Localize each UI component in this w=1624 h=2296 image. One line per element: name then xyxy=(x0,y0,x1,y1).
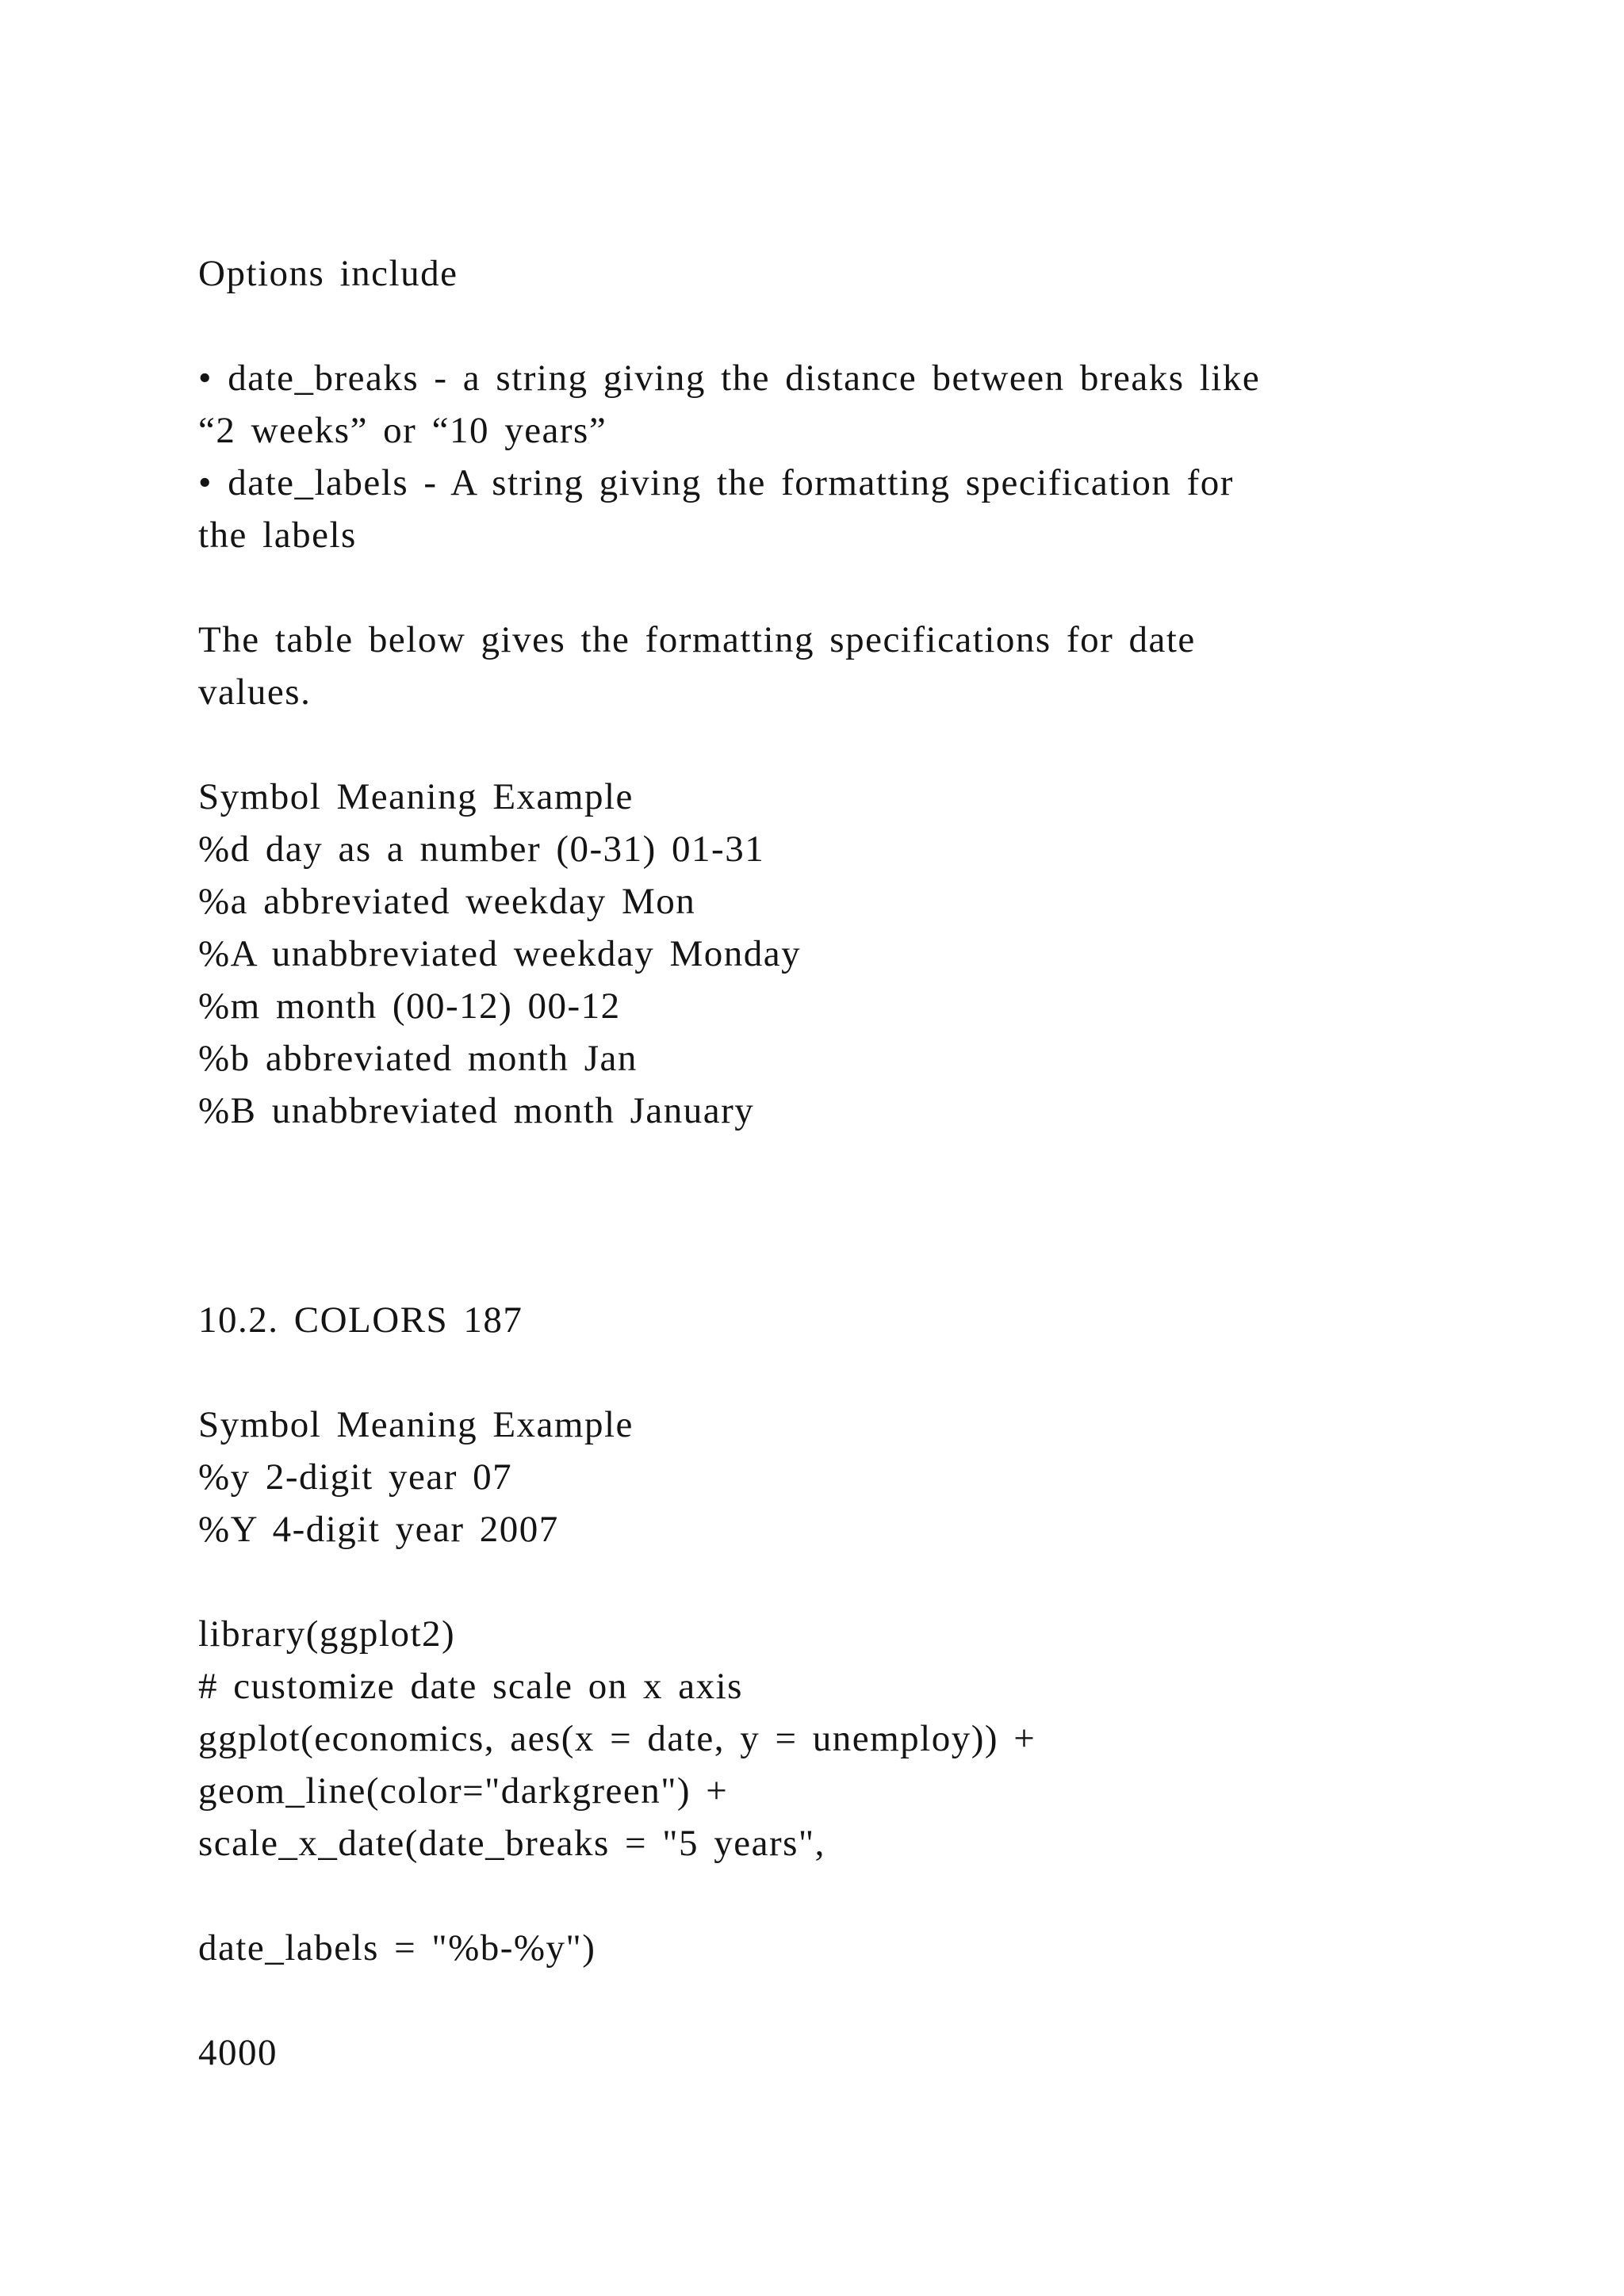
table1-row: %b abbreviated month Jan xyxy=(198,1038,638,1079)
table2-row: %Y 4-digit year 2007 xyxy=(198,1509,559,1550)
bullet-date-breaks-line1: • date_breaks - a string giving the distance between breaks like xyxy=(198,358,1261,399)
code-line: ggplot(economics, aes(x = date, y = unemploy)) + xyxy=(198,1718,1036,1759)
code-line-continued: date_labels = "%b-%y") xyxy=(198,1927,596,1969)
table1-row: %m month (00-12) 00-12 xyxy=(198,985,621,1027)
table1-row: %A unabbreviated weekday Monday xyxy=(198,933,802,974)
table1-header: Symbol Meaning Example xyxy=(198,776,634,817)
bullet-date-breaks-line2: “2 weeks” or “10 years” xyxy=(198,410,607,451)
table1-row: %a abbreviated weekday Mon xyxy=(198,881,696,922)
bullet-date-labels-line2: the labels xyxy=(198,515,357,556)
table-intro-line1: The table below gives the formatting specifications for date xyxy=(198,619,1196,660)
code-line: geom_line(color="darkgreen") + xyxy=(198,1770,729,1812)
code-line: # customize date scale on x axis xyxy=(198,1666,743,1707)
table1-row: %B unabbreviated month January xyxy=(198,1090,755,1131)
table1-row: %d day as a number (0-31) 01-31 xyxy=(198,828,765,870)
code-line: library(ggplot2) xyxy=(198,1613,456,1655)
code-line: scale_x_date(date_breaks = "5 years", xyxy=(198,1823,825,1864)
intro-text: Options include xyxy=(198,253,458,294)
table2-header: Symbol Meaning Example xyxy=(198,1404,634,1445)
bullet-date-labels-line1: • date_labels - A string giving the formatting specification for xyxy=(198,462,1234,503)
table-intro-line2: values. xyxy=(198,672,312,713)
table2-row: %y 2-digit year 07 xyxy=(198,1456,513,1498)
trailing-value: 4000 xyxy=(198,2032,278,2073)
running-header: 10.2. COLORS 187 xyxy=(198,1299,523,1341)
